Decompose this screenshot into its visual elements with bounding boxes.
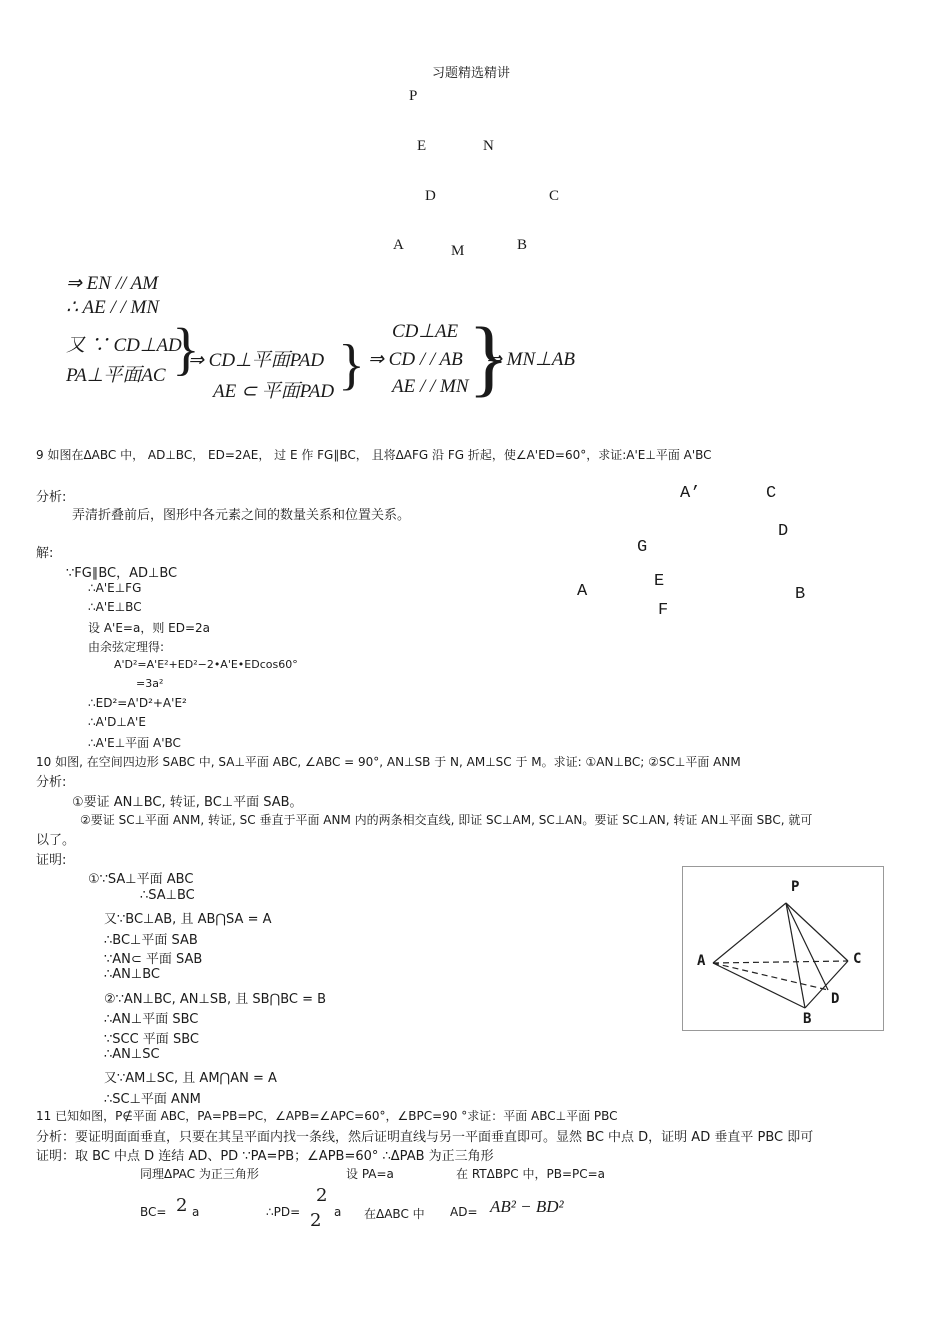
p9-step: ∴A'E⊥FG bbox=[88, 581, 142, 595]
right-brace: } bbox=[338, 334, 365, 396]
p9-fig-label-a: A bbox=[577, 582, 588, 601]
p10-fig-label-d: D bbox=[831, 991, 840, 1007]
p11-row2-a: 同理ΔPAC 为正三角形 bbox=[140, 1167, 259, 1181]
p10-fig-label-a: A bbox=[697, 953, 706, 969]
p11-proof: 证明：取 BC 中点 D 连结 AD、PD ∵PA=PB；∠APB=60° ∴ΔPAB 为正三角形 bbox=[36, 1149, 494, 1164]
proof1-line6b: ⇒ CD / / AB bbox=[368, 349, 463, 370]
p11-bc-a: a bbox=[192, 1205, 200, 1219]
p10-analysis-2: ②要证 SC⊥平面 ANM, 转证, SC 垂直于平面 ANM 内的两条相交直线, 即证 SC⊥AM, SC⊥AN。要证 SC⊥AN, 转证 AN⊥平面 SBC, 就可 bbox=[80, 813, 813, 827]
proof1-line2: ∴ AE / / MN bbox=[66, 297, 160, 318]
p9-fig-label-g: G bbox=[637, 538, 648, 557]
p10-step: ∴AN⊥BC bbox=[104, 967, 160, 982]
p9-step: ∴A'E⊥平面 A'BC bbox=[88, 736, 181, 750]
p10-step: ∵AN⊂ 平面 SAB bbox=[104, 952, 203, 967]
fig1-label-e: E bbox=[417, 138, 427, 154]
p11-ad-label: AD= bbox=[450, 1205, 478, 1219]
p10-step: 又∵BC⊥AB, 且 AB⋂SA = A bbox=[104, 912, 272, 927]
p10-step: ①∵SA⊥平面 ABC bbox=[88, 872, 194, 887]
edge-ab bbox=[713, 963, 805, 1008]
p9-step: ∴A'E⊥BC bbox=[88, 600, 142, 614]
proof1-line6a: CD⊥AE bbox=[392, 321, 459, 342]
edge-pd bbox=[786, 903, 828, 990]
fig1-label-d: D bbox=[425, 188, 436, 204]
proof1-line1: ⇒ EN // AM bbox=[66, 273, 159, 294]
p9-solution-label: 解: bbox=[36, 546, 54, 561]
p11-pd-denominator: 2 bbox=[310, 1210, 322, 1231]
edge-ad bbox=[713, 963, 828, 990]
proof1-line4: ⇒ CD⊥平面PAD bbox=[188, 350, 325, 371]
p10-analysis-1: ①要证 AN⊥BC, 转证, BC⊥平面 SAB。 bbox=[72, 795, 303, 810]
p11-row2-c: 在 RTΔBPC 中，PB=PC=a bbox=[456, 1167, 606, 1181]
p10-step: ∴BC⊥平面 SAB bbox=[104, 933, 198, 948]
p9-step: 由余弦定理得: bbox=[88, 640, 165, 654]
p11-statement: 11 已知如图，P∉平面 ABC，PA=PB=PC，∠APB=∠APC=60°，∠BPC=90 °求证：平面 ABC⊥平面 PBC bbox=[36, 1109, 618, 1123]
proof1-line5: AE ⊂ 平面PAD bbox=[213, 381, 335, 402]
p9-fig-label-f: F bbox=[658, 601, 669, 620]
p11-in-abc: 在ΔABC 中 bbox=[364, 1207, 425, 1221]
p10-step: ∴AN⊥平面 SBC bbox=[104, 1012, 199, 1027]
p9-step: ∵FG∥BC，AD⊥BC bbox=[66, 566, 178, 581]
p11-row2-b: 设 PA=a bbox=[346, 1167, 394, 1181]
p10-step: ②∵AN⊥BC, AN⊥SB, 且 SB⋂BC = B bbox=[104, 992, 327, 1007]
p9-fig-label-c: C bbox=[766, 484, 777, 503]
fig1-label-b: B bbox=[517, 237, 528, 253]
p10-analysis-3: 以了。 bbox=[36, 833, 76, 848]
p10-proof-label: 证明: bbox=[36, 853, 67, 868]
p11-pd-a: a bbox=[334, 1205, 342, 1219]
p11-ad-expression: AB² − BD² bbox=[490, 1197, 564, 1216]
p9-fig-label-b: B bbox=[795, 585, 806, 604]
p11-pd-label: ∴PD= bbox=[266, 1205, 301, 1219]
p10-fig-label-b: B bbox=[803, 1011, 812, 1027]
p10-step: ∴AN⊥SC bbox=[104, 1047, 160, 1062]
p10-step: ∴SC⊥平面 ANM bbox=[104, 1092, 201, 1107]
edge-cb bbox=[805, 961, 848, 1008]
p9-analysis: 弄清折叠前后，图形中各元素之间的数量关系和位置关系。 bbox=[72, 508, 411, 523]
p10-step: ∵SCC 平面 SBC bbox=[104, 1032, 199, 1047]
p9-fig-label-d: D bbox=[778, 522, 789, 541]
proof1-line6c: AE / / MN bbox=[392, 376, 469, 397]
proof1-line3b: PA⊥平面AC bbox=[66, 365, 166, 386]
p11-bc-label: BC= bbox=[140, 1205, 167, 1219]
right-brace: } bbox=[172, 316, 200, 381]
p11-analysis: 分析：要证明面面垂直，只要在其呈平面内找一条线，然后证明直线与另一平面垂直即可。显然 BC 中点 D，证明 AD 垂直平 PBC 即可 bbox=[36, 1130, 814, 1145]
proof1-line3a: 又 ∵ CD⊥AD bbox=[66, 335, 182, 356]
p10-step: ∴SA⊥BC bbox=[140, 888, 195, 903]
fig1-label-n: N bbox=[483, 138, 494, 154]
p10-analysis-label: 分析: bbox=[36, 775, 67, 790]
p11-bc-num: 2 bbox=[176, 1195, 188, 1216]
p9-fig-label-e: E bbox=[654, 572, 665, 591]
fig1-label-m: M bbox=[451, 243, 465, 259]
p9-analysis-label: 分析: bbox=[36, 490, 67, 505]
proof1-line7: ⇒ MN⊥AB bbox=[486, 349, 575, 370]
p10-statement: 10 如图, 在空间四边形 SABC 中, SA⊥平面 ABC, ∠ABC = 90°, AN⊥SB 于 N, AM⊥SC 于 M。求证: ①AN⊥BC; ②SC⊥平面 ANM bbox=[36, 755, 741, 769]
edge-ac bbox=[713, 961, 848, 963]
p9-step: =3a² bbox=[136, 677, 164, 690]
tetrahedron-diagram bbox=[683, 867, 883, 1030]
p11-pd-numerator: 2 bbox=[316, 1185, 328, 1206]
p9-step: 设 A'E=a，则 ED=2a bbox=[88, 621, 210, 635]
p10-figure bbox=[682, 866, 884, 1031]
fig1-label-p: P bbox=[409, 88, 418, 104]
p10-fig-label-c: C bbox=[853, 951, 862, 967]
right-brace: } bbox=[468, 309, 510, 405]
p10-step: 又∵AM⊥SC, 且 AM⋂AN = A bbox=[104, 1071, 277, 1086]
page-title: 习题精选精讲 bbox=[432, 66, 511, 81]
p9-step: ∴ED²=A'D²+A'E² bbox=[88, 696, 187, 710]
fig1-label-c: C bbox=[549, 188, 560, 204]
p9-fig-label-a1: A’ bbox=[680, 484, 701, 503]
p9-step: ∴A'D⊥A'E bbox=[88, 715, 146, 729]
edge-pa bbox=[713, 903, 786, 963]
fig1-label-a: A bbox=[393, 237, 404, 253]
p9-statement: 9 如图在ΔABC 中， AD⊥BC， ED=2AE， 过 E 作 FG∥BC， 且将ΔAFG 沿 FG 折起，使∠A'ED=60°，求证:A'E⊥平面 A'BC bbox=[36, 448, 712, 462]
p10-fig-label-p: P bbox=[791, 879, 800, 895]
p9-step: A'D²=A'E²+ED²−2•A'E•EDcos60° bbox=[114, 658, 298, 671]
